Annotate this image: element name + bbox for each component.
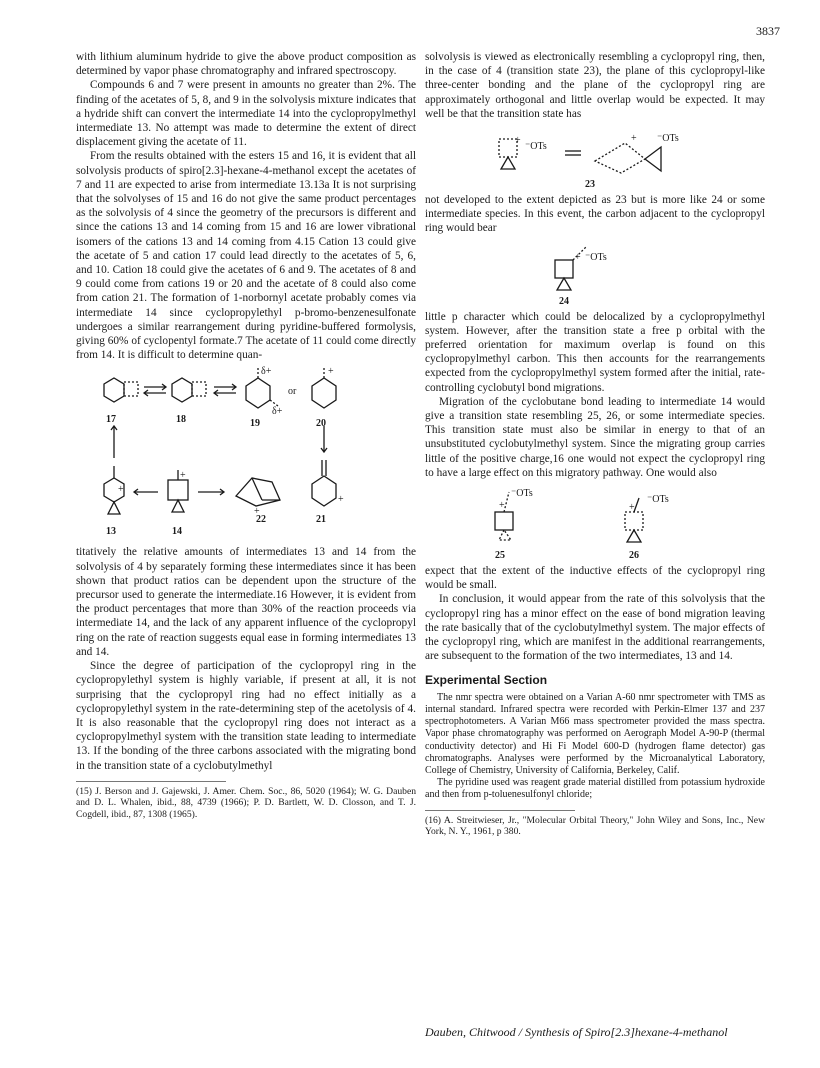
paragraph: Migration of the cyclobutane bond leading to intermediate 14 would give a transition state resembling 25, 26, or some intermediate species. This transition state must also be similar in energy to that of an unsubstituted cyclobutylmethyl system. Since the migrating group carries little of the positive charge,16 one would not expect the cyclopropyl ring to have a large effect on this migratory pathway. One would also (425, 395, 765, 479)
label-26: 26 (629, 550, 639, 561)
plus-13: + (118, 484, 124, 496)
label-19: 19 (250, 418, 260, 430)
plus-21: + (338, 494, 344, 506)
ts24-plus: + (575, 251, 581, 263)
paragraph: The pyridine used was reagent grade material distilled from potassium hydroxide and then from p-toluenesulfonyl chloride; (425, 777, 765, 801)
label-20: 20 (316, 418, 326, 430)
ts26-ots: ⁻OTs (647, 494, 669, 506)
footnote-16: (16) A. Streitwieser, Jr., "Molecular Orbital Theory," John Wiley and Sons, Inc., New York, N. Y., 1961, p 380. (425, 814, 765, 838)
ts23-plus-2: + (631, 133, 637, 145)
left-column (76, 50, 416, 821)
paragraph: expect that the extent of the inductive effects of the cyclopropyl ring would be small. (425, 565, 765, 592)
structure-17 (104, 378, 138, 402)
experimental-text (425, 692, 765, 802)
or-text: or (288, 386, 297, 398)
ts25-26-diagram (425, 484, 765, 560)
ts24-ots: ⁻OTs (585, 251, 607, 263)
scheme-diagram (76, 366, 416, 541)
ts25-plus: + (499, 500, 505, 512)
structure-22 (236, 478, 280, 506)
footnote-15: (15) J. Berson and J. Gajewski, J. Amer. Chem. Soc., 86, 5020 (1964); W. G. Dauben and D. L. Whalen, ibid., 88, 4739 (1966); P. D. Bartlett, W. D. Closson, and T. J. Cogdell, ibid., 87, 1308 (1965). (76, 785, 416, 820)
structure-18 (172, 378, 206, 402)
paragraph: titatively the relative amounts of intermediates 13 and 14 from the solvolysis of 4 by separately forming these intermediates since it has been shown that product ratios can be dependent upon the structure of the precursor used to generate the intermediate.16 However, it is evident from the product percentages that more than 30% of the reaction proceeds via intermediate 14, and the lack of any apparent influence of the cyclopropyl ring on the rate of reaction suggests equal ease in forming intermediates 13 and 14. (76, 546, 416, 658)
structure-21 (312, 460, 336, 506)
transition-states-25-26 (425, 484, 765, 560)
paragraph: The nmr spectra were obtained on a Varian A-60 nmr spectrometer with TMS as internal standard. Infrared spectra were recorded with Perkin-Elmer 137 and 237 spectrophotometers. A Varian M66 mass spectrometer provided the mass spectra. Vapor phase chromatography was performed on Aerograph Model A-90-P (thermal conductivity detector) and Hi Fi Model 600-D (hydrogen flame detector) gas chromatographs. Analyses were performed by the Microanalytical Laboratory, College of Chemistry, University of California, Berkeley, Calif. (425, 691, 765, 776)
running-footer: Dauben, Chitwood / Synthesis of Spiro[2.3]hexane-4-methanol (425, 1025, 728, 1039)
paragraph: Compounds 6 and 7 were present in amounts no greater than 2%. The finding of the acetates of 5, 8, and 9 in the solvolysis mixture indicates that a hydride shift can convert the intermediate 14 into the cyclopropylmethyl intermediate 13. No attempt was made to determine the extent of direct displacement giving the acetate of 11. (76, 79, 416, 149)
label-13: 13 (106, 526, 116, 538)
plus-14: + (180, 470, 186, 482)
delta-plus-19: δ+ (261, 366, 272, 378)
paragraph: not developed to the extent depicted as 23 but is more like 24 or some intermediate species. In this event, the carbon adjacent to the cyclopropyl ring would bear (425, 194, 765, 235)
label-25: 25 (495, 550, 505, 561)
paragraph: From the results obtained with the esters 15 and 16, it is evident that all solvolysis products of spiro[2.3]-hexane-4-methanol except the acetates of 7 and 11 are expected to arise from intermediate 13.13a It is not surprising that the solvolyses of 15 and 16 do not give the same product percentages as the solvolysis of 4 since the geometry of the precursors is different and since the cations 13 and 14 coming from 15 and 16 are lower vibrational isomers of the cations 13 and 14 coming from 4.15 Cation 13 could give the acetate of 5 and cation 17 could lead directly to the acetates of 5, 6, and 10. Cation 18 could give the acetates of 6 and 9. The acetates of 8 and 9 could come from cations 19 or 20 and the acetate of 8 could also come from cation 21. The formation of 1-norbornyl acetate probably comes via intermediate 14 since cyclopropylethyl p-bromo-benzenesulfonate undergoes a similar rearrangement during pyridine-buffered formolysis, giving 60% of cyclopentyl formate.7 The acetate of 11 could come directly from 14. It is difficult to determine quan- (76, 150, 416, 362)
ts26-plus: + (629, 502, 635, 514)
paragraph: little p character which could be delocalized by a cyclopropylmethyl system. However, after the transition state a free p orbital with the preferred orientation for maximum overlap is found on this cyclopropylmethyl carbon. This then accounts for the rearrangements expected from the cyclopropylmethyl system formed after the initial, rate-controlling cyclobutyl bond migrations. (425, 310, 765, 394)
ts23-ots-1: ⁻OTs (525, 141, 547, 153)
label-21: 21 (316, 514, 326, 526)
section-heading: Experimental Section (425, 673, 548, 688)
label-24: 24 (559, 295, 569, 306)
page-number: 3837 (756, 24, 780, 38)
ts23-plus: + (515, 135, 521, 147)
label-22: 22 (256, 514, 266, 526)
right-column (425, 50, 765, 838)
label-23: 23 (585, 179, 595, 190)
delta-plus-19b: δ+ (272, 406, 283, 418)
paragraph: solvolysis is viewed as electronically resembling a cyclopropyl ring, then, in the case of 4 (transition state 23), the plane of this cyclopropyl-like three-center bonding and the plane of the cyclopropyl ring are approximately orthogonal and little overlap would be expected. It may well be that the transition state has (425, 51, 765, 120)
ts24-diagram (425, 240, 765, 306)
label-14: 14 (172, 526, 182, 538)
plus-22: + (254, 506, 260, 518)
paragraph: Since the degree of participation of the cyclopropyl ring in the cyclopropylethyl system is highly variable, if present at all, it is not surprising that the cyclopropyl ring had no effect initially as a cyclopropylethyl system in the rate-determining step of the acetolysis of 4. It is also reasonable that the cyclopropyl ring does not interact as a cyclopropylmethyl system with the transition state leading to intermediate 13. If the bonding of the three carbons associated with the migrating bond in the transition state of a cyclobutylmethyl (76, 660, 416, 772)
transition-state-23 (425, 125, 765, 189)
cation-scheme (76, 366, 416, 541)
paragraph: In conclusion, it would appear from the rate of this solvolysis that the cyclopropyl ring has a minor effect on the ease of bond migration leaving the rate basically that of the cyclobutylmethyl system. The major effects of the cyclopropyl ring, which are manifest in the additional rearrangements, are subsequent to the formation of the two intermediates, 13 and 14. (425, 593, 765, 663)
plus-20: + (328, 366, 334, 378)
label-17: 17 (106, 414, 116, 426)
transition-state-24 (425, 240, 765, 306)
label-18: 18 (176, 414, 186, 426)
ts23-diagram (425, 125, 765, 189)
ts23-ots-2: ⁻OTs (657, 133, 679, 145)
ts25-ots: ⁻OTs (511, 488, 533, 500)
paragraph: with lithium aluminum hydride to give the above product composition as determined by vapor phase chromatography and infrared spectroscopy. (76, 51, 416, 78)
